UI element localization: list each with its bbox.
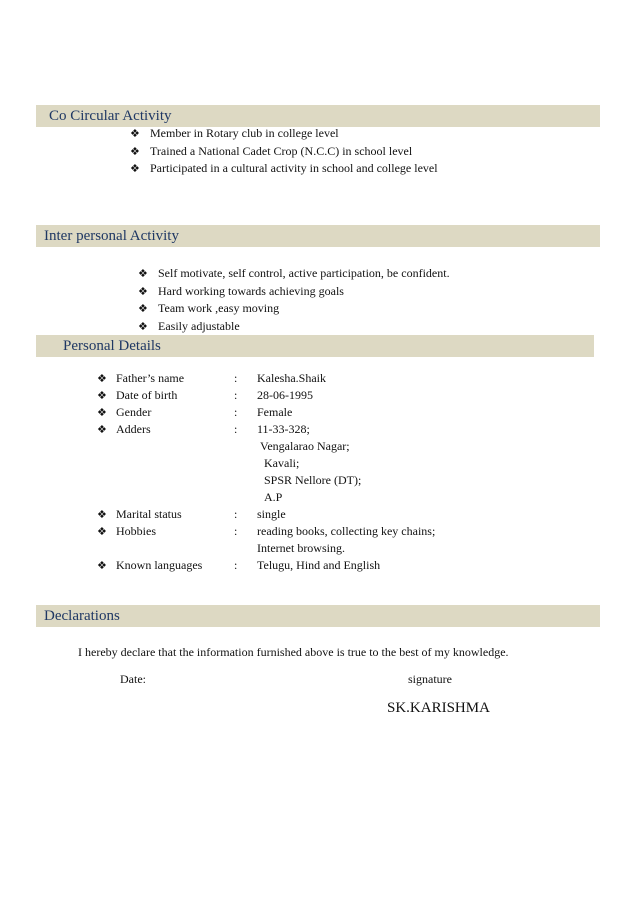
hobbies-row: ❖ Hobbies : reading books, collecting key chains;: [97, 524, 436, 538]
marital-status-row: ❖ Marital status : single: [97, 507, 286, 521]
co-circular-activity-title: Co Circular Activity: [49, 108, 172, 124]
diamond-bullet-icon: ❖: [97, 559, 107, 572]
hobbies-line: Internet browsing.: [257, 541, 345, 555]
personal-details-heading: [36, 335, 594, 357]
fathers-name-row: ❖ Father’s name : Kalesha.Shaik: [97, 371, 326, 385]
diamond-bullet-icon: ❖: [138, 319, 148, 333]
personal-details-title: Personal Details: [63, 338, 161, 354]
address-row: ❖ Adders : 11-33-328;: [97, 422, 310, 436]
date-of-birth-row: ❖ Date of birth : 28-06-1995: [97, 388, 313, 402]
diamond-bullet-icon: ❖: [138, 302, 148, 315]
address-line: A.P: [264, 490, 283, 504]
diamond-bullet-icon: ❖: [130, 144, 140, 158]
address-line: Kavali;: [264, 456, 300, 470]
diamond-bullet-icon: ❖: [97, 406, 107, 419]
address-line: Vengalarao Nagar;: [260, 439, 350, 453]
diamond-bullet-icon: ❖: [97, 508, 107, 521]
signature-label: signature: [408, 672, 452, 686]
co-circular-activity-heading: [36, 105, 600, 127]
diamond-bullet-icon: ❖: [130, 127, 140, 140]
declarations-heading: [36, 605, 600, 627]
signatory-name: SK.KARISHMA: [387, 700, 490, 716]
declarations-title: Declarations: [44, 608, 120, 624]
gender-row: ❖ Gender : Female: [97, 405, 293, 419]
diamond-bullet-icon: ❖: [138, 284, 148, 298]
date-label: Date:: [120, 672, 146, 686]
inter-personal-activity-heading: [36, 225, 600, 247]
personal-details-table: [97, 370, 617, 580]
address-line: SPSR Nellore (DT);: [264, 473, 362, 487]
inter-personal-activity-title: Inter personal Activity: [44, 228, 179, 244]
diamond-bullet-icon: ❖: [97, 423, 107, 436]
diamond-bullet-icon: ❖: [138, 267, 148, 280]
declaration-statement: I hereby declare that the information furnished above is true to the best of my knowledge.: [78, 645, 509, 659]
diamond-bullet-icon: ❖: [97, 389, 107, 402]
diamond-bullet-icon: ❖: [130, 162, 140, 175]
diamond-bullet-icon: ❖: [97, 525, 107, 538]
diamond-bullet-icon: ❖: [97, 372, 107, 385]
known-languages-row: ❖ Known languages : Telugu, Hind and English: [97, 558, 381, 572]
